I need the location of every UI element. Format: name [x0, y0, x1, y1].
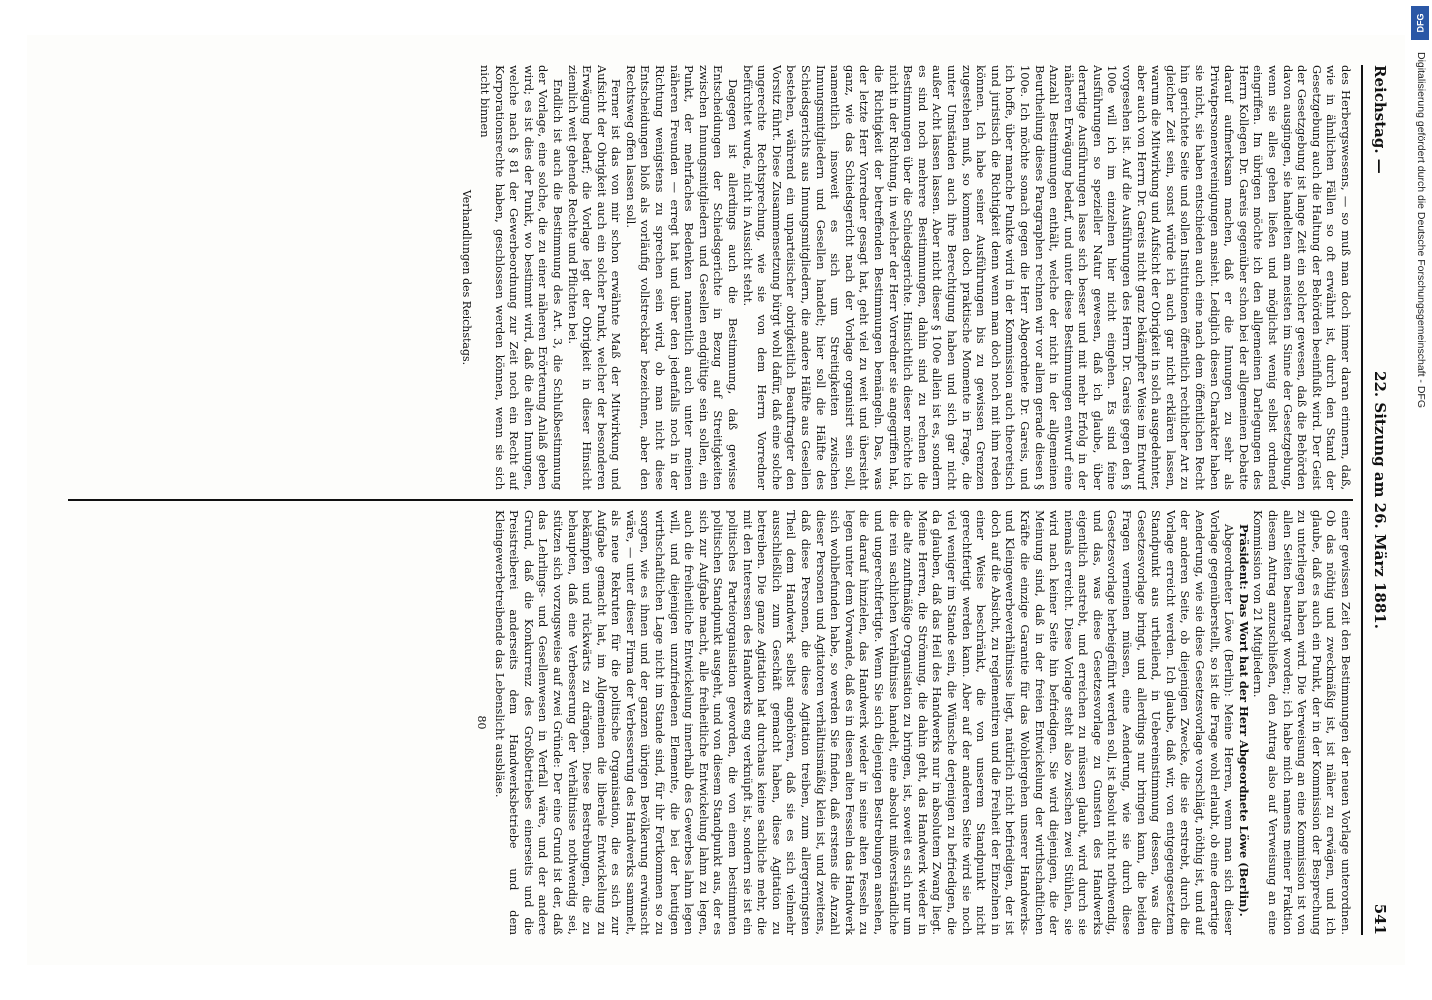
signature-mark: 80 — [474, 715, 488, 730]
text-column-left — [68, 65, 1353, 490]
paragraph: Abgeordneter Löwe (Berlin): Meine Herren, wenn man sich dieser Vorlage gegenüberstellt, so ist die Frage wohl erlaubt, ob eine derartige Aenderung, wie sie diese Gesetzesvorlage vorschlägt, nöthig ist, und auf der anderen Seite, ob diejenigen Zwecke, die sie erstrebt, durch die Vorlage erreicht werden. Ich glaube, daß wir, von entgegengesetztem Standpunkt aus urtheilend, in Uebereinstimmung dessen, was die Gesetzesvorlage bringt, und allerdings nur bringen kann, die beiden Fragen verneinen müssen, eine Aenderung, wie sie durch diese Gesetzesvorlage herbeigeführt werden soll, ist absolut nicht nothwendig, und das, was diese Gesetzesvorlage zu Gunsten des Handwerks eigentlich anstrebt, und erreichen zu müssen glaubt, wird durch sie niemals erreicht. Diese Vorlage steht also zwischen zwei Stühlen, sie wird nach keiner Seite hin befriedigen. Sie wird diejenigen, die der Meinung sind, daß in der freien Entwickelung der wirthschaftlichen Kräfte die einzige Garantie für das Wohlergehen unserer Handwerks- und Kleingewerbeverhältnisse liegt, natürlich nicht befriedigen, der ist doch auf die Absicht, zu reglementiren und die Freiheit der Einzelnen in einer Weise beschränkt, die von unserem Standpunkt nicht gerechtfertigt werden kann. Aber auf der anderen Seite wird sie noch viel weniger im Stande sein, die Wünsche derjenigen zu befriedigen, die da glauben, daß das Heil des Handwerks nur in absolutem Zwang liegt. Meine Herren, die Strömung, die dahin geht, das Handwerk wieder in die alte zunftmäßige Organisation zu bringen, ist, soweit es sich nur um die rein sachlichen Verhältnisse handelt, eine absolut mißverständliche und ungerechtfertigte. Wenn Sie sich diejenigen Bestrebungen ansehen, die darauf hinzielen, das Handwerk wieder in seine alten Fesseln zu legen unter dem Vorwande, daß es in diesen alten Fesseln das Handwerk sich wohlbefunden habe, so werden Sie finden, daß erstens die Anzahl dieser Personen und Agitatoren verhältnismäßig klein ist, und zweitens, daß diese Personen, die diese Agitation treiben, zum allergeringsten Theil dem Handwerk selbst angehören, daß sie es sich vielmehr ausschließlich zum Geschäft gemacht haben, diese Agitation zu betreiben. Die ganze Agitation hat durchaus keine sachliche mehr, die mit den Interessen des Handwerks eng verknüpft ist, sondern sie ist ein politisches Parteiorganisation geworden, die von einem bestimmten politischen Standpunkt ausgeht, und von diesem Standpunkt aus, der es sich zur Aufgabe macht, alle freiheitliche Entwickelung lahm zu legen, auch die freiheitliche Entwickelung innerhalb des Gewerbes lahm legen will, und diejenigen unzufriedenen Elemente, die bei der heutigen wirthschaftlichen Lage nicht im Stande sind, für ihr Fortkommen so zu sorgen, wie es ihnen und der ganzen übrigen Bevölkerung erwünscht wäre, — unter dieser Firma der Verbesserung des Handwerks sammelt, als neue Rekruten für die politische Organisation, die es sich zur Aufgabe gemacht hat, im Allgemeinen die liberale Entwickelung zu bekämpfen und rückwärts zu drängen. Diese Bestrebungen, die zu behaupten, daß eine Verbesserung der Verhältnisse nothwendig sei, stützen sich vorzugsweise auf zwei Gründe: Der eine Grund ist der, daß das Lehrlings- und Gesellenwesen in Verfall wäre, und der andere Grund, daß die Konkurrenz des Großbetriebes einerseits und die Preistreiberei anderseits dem Handwerksbetriebe und dem Kleingewerbetreibende das Lebenslicht ausbläse. — [492, 510, 1237, 935]
text-column-right — [68, 510, 1353, 935]
paragraph: Endlich ist auch die Bestimmung des Art. 3, die Schlußbestimmung der Vorlage, eine solche, die zu einer näheren Erörterung Anlaß geben wird; es ist dies der Punkt, wo bestimmt wird, daß die alten Innungen, welche nach § 81 der Gewerbeordnung zur Zeit noch ein Recht auf Korporationsrechte haben, geschlossen werden können, wenn sie sich nicht binnen — [477, 65, 565, 490]
header-rule — [1361, 65, 1363, 935]
paragraph: Ferner ist das von mir schon erwähnte Maß der Mitwirkung und Aufsicht der Obrigkeit auch ein solcher Punkt, welcher der besonderen Erwägung bedarf; die Vorlage legt der Obrigkeit in dieser Hinsicht ziemlich weit gehende Rechte und Pflichten bei. — [565, 65, 624, 490]
column-divider — [68, 499, 1353, 501]
dfg-funding-note: Digitalisierung gefördert durch die Deutsche Forschungsgemeinschaft - DFG — [1415, 52, 1427, 409]
paragraph: einer gewissen Zeit den Bestimmungen der neuen Vorlage unterordnen. Ob das nöthig und zweckmäßig ist, ist näher zu erwägen, und ich glaube, daß es auch ein Punkt, der in der Kommission der Besprechung zu unterliegen haben wird. Die Verweisung an eine Kommission ist von allen Seiten beantragt worden; ich habe mich namens meiner Fraktion diesem Antrag anzuschließen, den Antrag also auf Verweisung an eine Kommission von 21 Mitgliedern. — [1251, 510, 1353, 935]
page-header — [1365, 65, 1391, 935]
paragraph: des Herbergswesens, — so muß man doch immer daran erinnern, daß, wie in ähnlichen Fällen so oft erwähnt ist, durch den Stand der Gesetzgebung auch die Haltung der Behörden beeinflußt wird. Der Geist der Gesetzgebung ist lange Zeit ein solcher gewesen, daß die Behörden davon ausgingen, sie handelten am meisten im Sinne der Gesetzgebung, wenn sie alles gehen ließen und möglichst wenig selbst ordnend eingriffen. Im übrigen möchte ich den allgemeinen Darlegungen des Herrn Kollegen Dr. Gareis gegenüber schon bei der allgemeinen Debatte darauf aufmerksam machen, daß er die Innungen zu sehr als Privatpersonenvereinigungen ansieht. Lediglich diesen Charakter haben sie nicht, sie haben entschieden auch eine nach dem öffentlichen Recht hin gerichtete Seite und sollen Institutionen öffentlich rechtlicher Art zu gleicher Zeit sein, sonst würde ich auch gar nicht erklären lassen, warum die Mitwirkung und Aufsicht der Obrigkeit in solch ausgedehnter, aber auch von Herrn Dr. Gareis nicht ganz bekämpfter Weise im Entwurf vorgesehen ist. Auf die Ausführungen des Herrn Dr. Gareis gegen den § 100e will ich im einzelnen hier nicht eingehen. Es sind feine Ausführungen so spezieller Natur gewesen, daß ich glaube, über derartige Ausführungen lasse sich besser und mit mehr Erfolg in der näheren Erwägung bedarf, und unter diese Bestimmungen entwurf eine Anzahl Bestimmungen enthält, welche der nicht in der allgemeinen Beurtheilung dieses Paragraphen rechnen wir vor allem gerade diesen § 100e. Ich möchte sonach gegen die Herr Abgeordnete Dr. Gareis, und ich hoffe, über manche Punkte wird in der Kommission auch theoretisch und juristisch die Richtigkeit denn wenn man doch noch mit ihm reden können. Ich habe seiner Ausführungen bis zu gewissen Grenzen zugestehen muß, so kommen doch praktische Momente in Frage, die unter Umständen auch ihre Berechtigung haben und sich gar nicht außer Acht lassen lassen. Aber nicht dieser § 100e allein ist es, sondern es sind noch mehrere Bestimmungen, dahin sind zu rechnen die Bestimmungen über die Schiedsgerichte. Hinsichtlich dieser möchte ich nicht in der Richtung, in welcher der Herr Vorredner sie angegriffen hat, die Richtigkeit der betreffenden Bestimmungen bemängeln. Das, was der letzte Herr Vorredner gesagt hat, geht viel zu weit und übersieht ganz, wie das Schiedsgericht nach der Vorlage organisirt sein soll, namentlich insoweit es sich um Streitigkeiten zwischen Innungsmitgliedern und Gesellen handelt; hier soll die Hälfte des Schiedsgerichts aus Innungsmitgliedern, die andere Hälfte aus Gesellen bestehen, während ein unparteiischer obrigkeitlich Beauftragter den Vorsitz führt. Diese Zusammensetzung bürgt wohl dafür, daß eine solche ungerechte Rechtsprechung, wie sie von dem Herrn Vorredner befürchtet wurde, nicht in Aussicht steht. — [740, 65, 1353, 490]
speaker-paragraph: Präsident: Das Wort hat der Herr Abgeordnete Löwe (Berlin). — [1236, 524, 1251, 917]
dfg-logo-icon: DFG — [1411, 6, 1429, 40]
rotated-document-page — [27, 35, 1405, 965]
header-session-title: 22. Sitzung am 26. März 1881. — [1371, 371, 1389, 629]
column-footer-note: Verhandlungen des Reichstags. — [460, 189, 474, 366]
header-page-number: 541 — [1371, 903, 1389, 935]
paragraph: Dagegen ist allerdings auch die Bestimmung, daß gewisse Entscheidungen der Schiedsgerichte in Bezug auf Streitigkeiten zwischen Innungsmitgliedern und Gesellen endgültige sein sollen, ein Punkt, der mehrfaches Bedenken namentlich auch unter meinen näheren Freunden — erregt hat und über den jedenfalls noch in der Richtung wenigstens zu sprechen sein wird, ob man nicht diese Entscheidungen bloß als vorläufig vollstreckbar bezeichnen, aber den Rechtsweg offen lassen soll. — [623, 65, 741, 490]
header-publication: Reichstag. — — [1371, 65, 1389, 174]
